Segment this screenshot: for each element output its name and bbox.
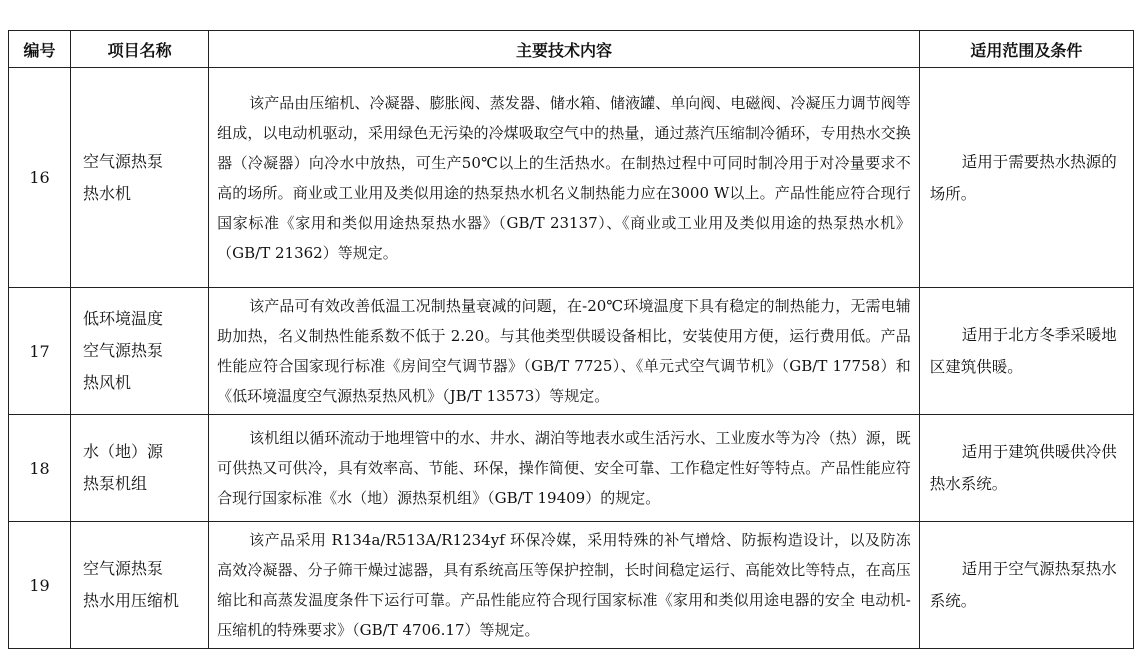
row-project-name — [71, 522, 209, 649]
row-scope: 适用于北方冬季采暖地区建筑供暖。 — [919, 288, 1133, 415]
header-number: 编号 — [9, 31, 71, 68]
table-row — [9, 288, 1134, 415]
table-row — [9, 522, 1134, 649]
table-row — [9, 415, 1134, 522]
row-main-content: 该产品采用 R134a/R513A/R1234yf 环保冷媒，采用特殊的补气增焓、防振构造设计，以及防冻高效冷凝器、分子筛干燥过滤器，具有系统高压等保护控制，长时间稳定运行、高能效比等特点，在高压缩比和高蒸发温度条件下运行可靠。产品性能应符合现行国家标准《家用和类似用途电器的安全 电动机-压缩机的特殊要求》（GB/T 4706.17）等规定。 — [209, 522, 920, 649]
project-name-line: 热水用压缩机 — [83, 591, 180, 610]
row-project-name — [71, 68, 209, 288]
row-scope: 适用于建筑供暖供冷供热水系统。 — [919, 415, 1133, 522]
project-name-line: 空气源热泵 — [83, 151, 164, 171]
row-number: 18 — [9, 415, 71, 522]
project-name-line: 热水机 — [83, 183, 132, 203]
row-project-name — [71, 415, 209, 522]
project-name-line: 空气源热泵 — [83, 559, 164, 578]
technology-table — [8, 30, 1134, 649]
row-main-content: 该产品由压缩机、冷凝器、膨胀阀、蒸发器、储水箱、储液罐、单向阀、电磁阀、冷凝压力调节阀等组成，以电动机驱动，采用绿色无污染的冷煤吸取空气中的热量，通过蒸汽压缩制冷循环，专用热水交换器（冷凝器）向冷水中放热，可生产50℃以上的生活热水。在制热过程中可同时制冷用于对冷量要求不高的场所。商业或工业用及类似用途的热泵热水机名义制热能力应在3000 W以上。产品性能应符合现行国家标准《家用和类似用途热泵热水器》（GB/T 23137）、《商业或工业用及类似用途的热泵热水机》（GB/T 21362）等规定。 — [209, 68, 920, 288]
row-main-content: 该机组以循环流动于地埋管中的水、井水、湖泊等地表水或生活污水、工业废水等为冷（热）源，既可供热又可供冷，具有效率高、节能、环保，操作简便、安全可靠、工作稳定性好等特点。产品性能应符合现行国家标准《水（地）源热泵机组》（GB/T 19409）的规定。 — [209, 415, 920, 522]
row-main-content: 该产品可有效改善低温工况制热量衰减的问题，在-20℃环境温度下具有稳定的制热能力，无需电辅助加热，名义制热性能系数不低于 2.20。与其他类型供暖设备相比，安装使用方便，运行费用低。产品性能应符合国家现行标准《房间空气调节器》（GB/T 7725）、《单元式空气调节机》（GB/T 17758）和《低环境温度空气源热泵热风机》（JB/T 13573）等规定。 — [209, 288, 920, 415]
row-scope: 适用于需要热水热源的场所。 — [919, 68, 1133, 288]
project-name-line: 空气源热泵 — [83, 341, 164, 360]
project-name-line: 水（地）源 — [83, 442, 164, 461]
row-scope: 适用于空气源热泵热水系统。 — [919, 522, 1133, 649]
header-row — [9, 31, 1134, 68]
row-number: 16 — [9, 68, 71, 288]
header-project-name: 项目名称 — [71, 31, 209, 68]
header-scope: 适用范围及条件 — [919, 31, 1133, 68]
row-project-name — [71, 288, 209, 415]
project-name-line: 热风机 — [83, 373, 132, 392]
project-name-line: 热泵机组 — [83, 474, 148, 493]
table-row — [9, 68, 1134, 288]
row-number: 17 — [9, 288, 71, 415]
header-main-content: 主要技术内容 — [209, 31, 920, 68]
row-number: 19 — [9, 522, 71, 649]
project-name-line: 低环境温度 — [83, 309, 164, 328]
